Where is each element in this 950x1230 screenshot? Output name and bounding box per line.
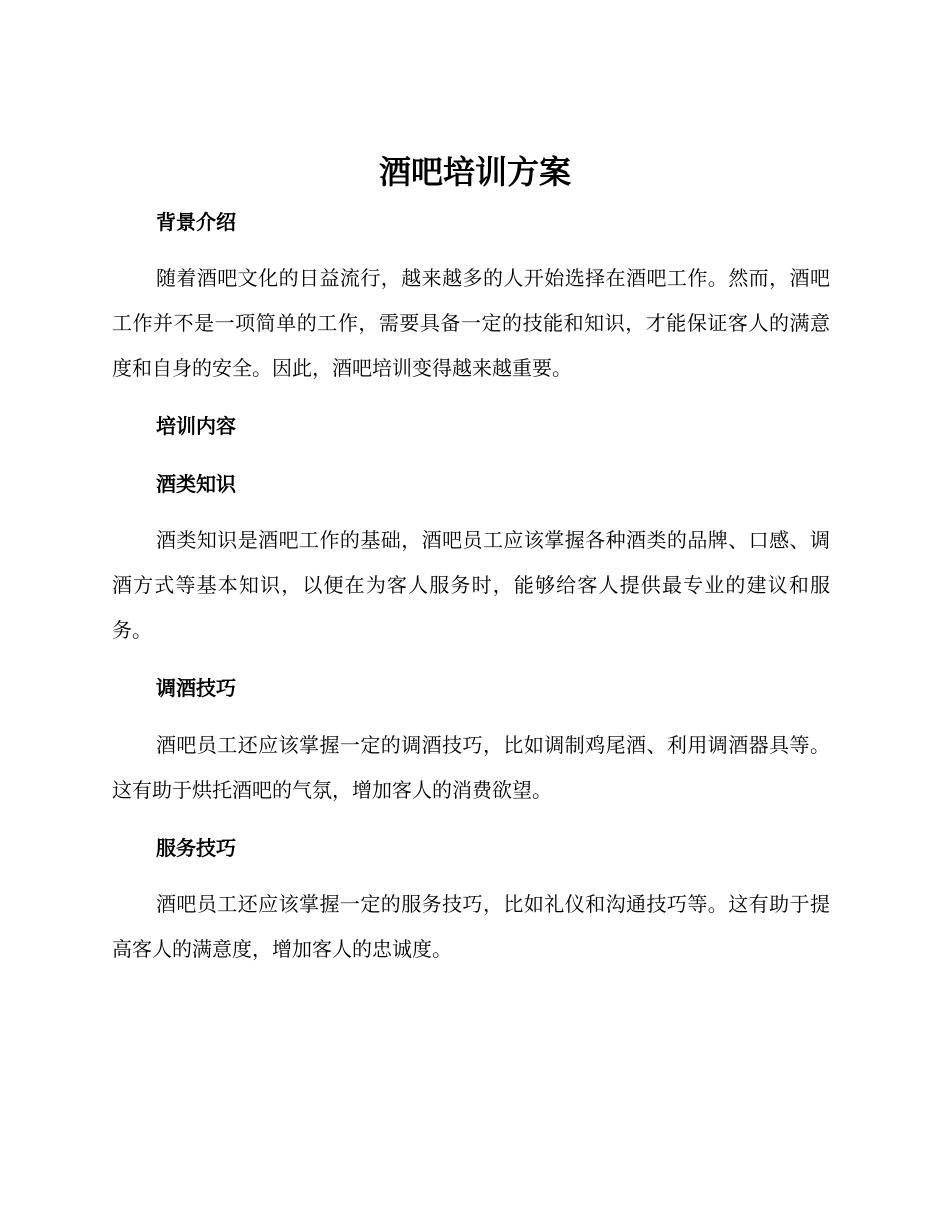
section-heading-service-skills: 服务技巧 xyxy=(156,836,236,860)
document-title: 酒吧培训方案 xyxy=(378,153,571,191)
section-heading-wine-knowledge: 酒类知识 xyxy=(156,472,236,496)
section-heading-training-content: 培训内容 xyxy=(156,414,236,438)
section-paragraph-service-skills: 酒吧员工还应该掌握一定的服务技巧，比如礼仪和沟通技巧等。这有助于提高客人的满意度，增加客人的忠诚度。 xyxy=(112,892,830,961)
section-paragraph-background: 随着酒吧文化的日益流行，越来越多的人开始选择在酒吧工作。然而，酒吧工作并不是一项简单的工作，需要具备一定的技能和知识，才能保证客人的满意度和自身的安全。因此，酒吧培训变得越来越重要。 xyxy=(112,266,830,380)
section-heading-background: 背景介绍 xyxy=(156,210,236,234)
section-heading-mixing-skills: 调酒技巧 xyxy=(156,676,236,700)
section-paragraph-mixing-skills: 酒吧员工还应该掌握一定的调酒技巧，比如调制鸡尾酒、利用调酒器具等。这有助于烘托酒吧的气氛，增加客人的消费欲望。 xyxy=(112,733,830,802)
section-paragraph-wine-knowledge: 酒类知识是酒吧工作的基础，酒吧员工应该掌握各种酒类的品牌、口感、调酒方式等基本知识，以便在为客人服务时，能够给客人提供最专业的建议和服务。 xyxy=(112,528,830,642)
